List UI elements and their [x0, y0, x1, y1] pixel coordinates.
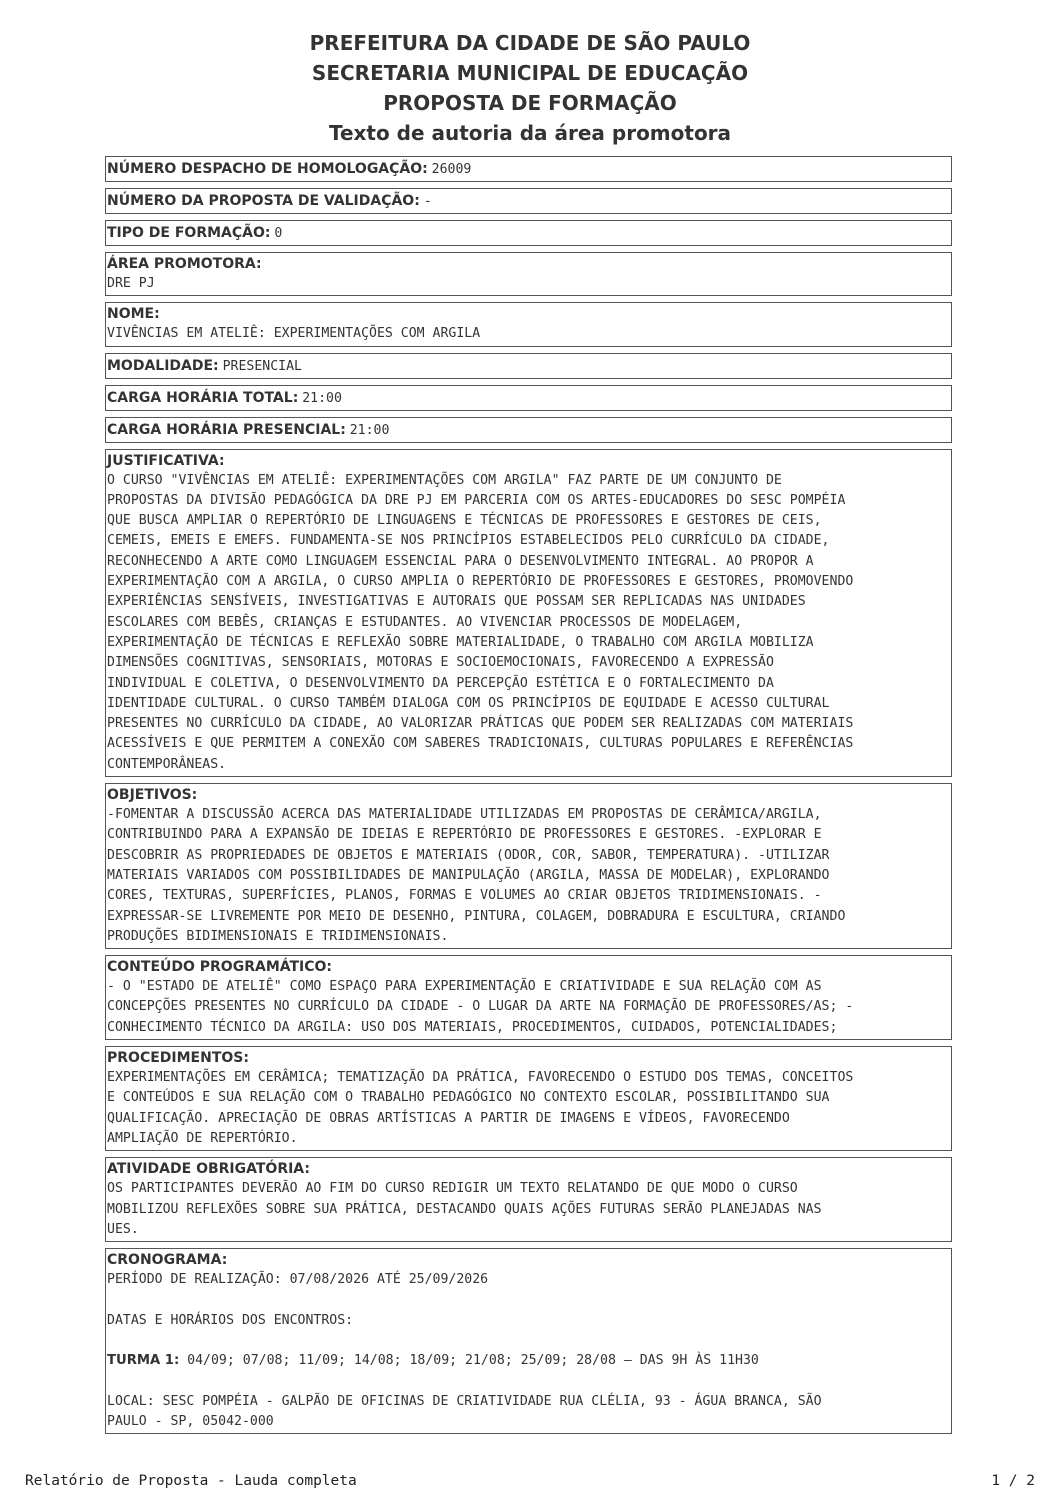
blank-line	[107, 1331, 951, 1351]
footer-page-number: 1 / 2	[991, 1473, 1035, 1489]
field-validacao	[105, 188, 952, 214]
text-line: QUALIFICAÇÃO. APRECIAÇÃO DE OBRAS ARTÍSTICAS A PARTIR DE IMAGENS E VÍDEOS, FAVORECENDO	[107, 1110, 790, 1126]
field-label: NÚMERO DESPACHO DE HOMOLOGAÇÃO:	[107, 161, 428, 177]
footer-report-title: Relatório de Proposta - Lauda completa	[25, 1473, 357, 1489]
field-value: 26009	[431, 162, 472, 177]
document-header	[0, 28, 1060, 148]
field-value: 21:00	[349, 422, 390, 438]
text-line: PRESENTES NO CURRÍCULO DA CIDADE, AO VALORIZAR PRÁTICAS QUE PODEM SER REALIZADAS COM MATERIAIS	[107, 716, 854, 732]
field-label: JUSTIFICATIVA:	[107, 452, 225, 469]
field-carga-total	[105, 385, 952, 411]
proposal-fields	[105, 156, 952, 1440]
turma-value: 04/09; 07/08; 11/09; 14/08; 18/09; 21/08; 25/09; 28/08 — DAS 9H ÀS 11H30	[179, 1353, 759, 1369]
text-line: EXPERIMENTAÇÃO COM A ARGILA, O CURSO AMPLIA O REPERTÓRIO DE PROFESSORES E GESTORES, PROMOVENDO	[107, 574, 854, 590]
turma-label: TURMA 1:	[107, 1353, 180, 1369]
cronograma-periodo: PERÍODO DE REALIZAÇÃO: 07/08/2026 ATÉ 25/09/2026	[107, 1272, 489, 1288]
field-label: PROCEDIMENTOS:	[107, 1050, 249, 1067]
header-secretaria: SECRETARIA MUNICIPAL DE EDUCAÇÃO	[311, 61, 749, 85]
field-text	[107, 471, 951, 775]
field-tipo	[105, 220, 952, 246]
field-carga-presencial	[105, 417, 952, 443]
cronograma-turma	[107, 1351, 951, 1371]
text-line: MATERIAIS VARIADOS COM POSSIBILIDADES DE MANIPULAÇÃO (ARGILA, MASSA DE MODELAR), EXPLORANDO	[107, 867, 830, 883]
text-line: PROPOSTAS DA DIVISÃO PEDAGÓGICA DA DRE PJ EM PARCERIA COM OS ARTES-EDUCADORES DO SESC POMPÉIA	[107, 492, 846, 508]
text-line: -FOMENTAR A DISCUSSÃO ACERCA DAS MATERIALIDADE UTILIZADAS EM PROPOSTAS DE CERÂMICA/ARGILA,	[107, 807, 822, 823]
text-line: ACESSÍVEIS E QUE PERMITEM A CONEXÃO COM SABERES TRADICIONAIS, CULTURAS POPULARES E REFERÊNCIAS	[107, 736, 854, 752]
text-line: CONHECIMENTO TÉCNICO DA ARGILA: USO DOS MATERIAIS, PROCEDIMENTOS, CUIDADOS, POTENCIALIDADES;	[107, 1019, 838, 1035]
text-line: QUE BUSCA AMPLIAR O REPERTÓRIO DE LINGUAGENS E TÉCNICAS DE PROFESSORES E GESTORES DE CEIS,	[107, 513, 822, 529]
header-prefeitura: PREFEITURA DA CIDADE DE SÃO PAULO	[309, 31, 751, 55]
field-justificativa	[105, 449, 952, 777]
text-line: PRODUÇÕES BIDIMENSIONAIS E TRIDIMENSIONAIS.	[107, 928, 449, 944]
blank-line	[107, 1290, 951, 1310]
text-line: CONTEMPORÂNEAS.	[107, 756, 227, 772]
field-label: ÁREA PROMOTORA:	[107, 256, 262, 272]
cronograma-local-line2: PAULO - SP, 05042-000	[107, 1414, 274, 1430]
text-line: DESCOBRIR AS PROPRIEDADES DE OBJETOS E MATERIAIS (ODOR, COR, SABOR, TEMPERATURA). -UTILIZAR	[107, 847, 830, 863]
field-value: VIVÊNCIAS EM ATELIÊ: EXPERIMENTAÇÕES COM ARGILA	[107, 326, 481, 342]
field-label: CARGA HORÁRIA PRESENCIAL:	[107, 421, 346, 438]
text-line: EXPRESSAR-SE LIVREMENTE POR MEIO DE DESENHO, PINTURA, COLAGEM, DOBRADURA E ESCULTURA, CRIANDO	[107, 908, 846, 924]
field-label: NÚMERO DA PROPOSTA DE VALIDAÇÃO:	[107, 193, 420, 209]
text-line: EXPERIMENTAÇÃO DE TÉCNICAS E REFLEXÃO SOBRE MATERIALIDADE, O TRABALHO COM ARGILA MOBILIZA	[107, 634, 814, 650]
field-text	[107, 977, 951, 1038]
text-line: EXPERIMENTAÇÕES EM CERÂMICA; TEMATIZAÇÃO DA PRÁTICA, FAVORECENDO O ESTUDO DOS TEMAS, CONCEITOS	[107, 1070, 854, 1086]
field-area-promotora	[105, 252, 952, 296]
field-label: ATIVIDADE OBRIGATÓRIA:	[107, 1161, 310, 1178]
field-conteudo-programatico	[105, 955, 952, 1040]
text-line: CONCEPÇÕES PRESENTES NO CURRÍCULO DA CIDADE - O LUGAR DA ARTE NA FORMAÇÃO DE PROFESSORES/AS; -	[107, 999, 854, 1015]
field-text	[107, 1179, 951, 1240]
text-line: OS PARTICIPANTES DEVERÃO AO FIM DO CURSO REDIGIR UM TEXTO RELATANDO DE QUE MODO O CURSO	[107, 1181, 798, 1197]
field-label: NOME:	[107, 306, 160, 323]
text-line: MOBILIZOU REFLEXÕES SOBRE SUA PRÁTICA, DESTACANDO QUAIS AÇÕES FUTURAS SERÃO PLANEJADAS NAS	[107, 1201, 822, 1217]
field-nome	[105, 302, 952, 346]
field-label: CRONOGRAMA:	[107, 1252, 228, 1269]
header-proposta: PROPOSTA DE FORMAÇÃO	[383, 91, 677, 115]
field-cronograma	[105, 1248, 952, 1434]
text-line: ESCOLARES COM BEBÊS, CRIANÇAS E ESTUDANTES. AO VIVENCIAR PROCESSOS DE MODELAGEM,	[107, 614, 743, 630]
field-text	[107, 805, 951, 947]
text-line: CONTRIBUINDO PARA A EXPANSÃO DE IDEIAS E REPERTÓRIO DE PROFESSORES E GESTORES. -EXPLORAR E	[107, 827, 822, 843]
field-modalidade	[105, 353, 952, 379]
field-label: TIPO DE FORMAÇÃO:	[107, 225, 271, 241]
text-line: AMPLIAÇÃO DE REPERTÓRIO.	[107, 1130, 298, 1146]
field-text	[107, 1270, 951, 1432]
field-label: OBJETIVOS:	[107, 787, 198, 804]
text-line: E CONTEÚDOS E SUA RELAÇÃO COM O TRABALHO PEDAGÓGICO NO CONTEXTO ESCOLAR, POSSIBILITANDO SUA	[107, 1090, 830, 1106]
field-atividade-obrigatoria	[105, 1157, 952, 1242]
cronograma-local-line1: LOCAL: SESC POMPÉIA - GALPÃO DE OFICINAS DE CRIATIVIDADE RUA CLÉLIA, 93 - ÁGUA BRANCA, SÃO	[107, 1393, 822, 1409]
field-procedimentos	[105, 1046, 952, 1151]
text-line: EXPERIÊNCIAS SENSÍVEIS, INVESTIGATIVAS E AUTORAIS QUE POSSAM SER REPLICADAS NAS UNIDADES	[107, 594, 806, 610]
field-label: CONTEÚDO PROGRAMÁTICO:	[107, 959, 333, 976]
blank-line	[107, 1372, 951, 1392]
field-value: 21:00	[302, 390, 342, 406]
text-line: IDENTIDADE CULTURAL. O CURSO TAMBÉM DIALOGA COM OS PRINCÍPIOS DE EQUIDADE E ACESSO CULTURAL	[107, 695, 830, 711]
text-line: DIMENSÕES COGNITIVAS, SENSORIAIS, MOTORAS E SOCIOEMOCIONAIS, FAVORECENDO A EXPRESSÃO	[107, 655, 774, 671]
header-autoria: Texto de autoria da área promotora	[328, 121, 732, 145]
field-label: MODALIDADE:	[107, 357, 219, 374]
field-value: 0	[274, 226, 283, 241]
text-line: RECONHECENDO A ARTE COMO LINGUAGEM ESSENCIAL PARA O DESENVOLVIMENTO INTEGRAL. AO PROPOR A	[107, 553, 814, 569]
field-despacho	[105, 156, 952, 182]
text-line: UES.	[107, 1221, 139, 1237]
text-line: - O "ESTADO DE ATELIÊ" COMO ESPAÇO PARA EXPERIMENTAÇÃO E CRIATIVIDADE E SUA RELAÇÃO COM AS	[107, 979, 822, 995]
text-line: INDIVIDUAL E COLETIVA, O DESENVOLVIMENTO DA PERCEPÇÃO ESTÉTICA E O FORTALECIMENTO DA	[107, 675, 774, 691]
text-line: CEMEIS, EMEIS E EMEFS. FUNDAMENTA-SE NOS PRINCÍPIOS ESTABELECIDOS PELO CURRÍCULO DA CIDADE,	[107, 533, 830, 549]
field-label: CARGA HORÁRIA TOTAL:	[107, 389, 299, 406]
text-line: CORES, TEXTURAS, SUPERFÍCIES, PLANOS, FORMAS E VOLUMES AO CRIAR OBJETOS TRIDIMENSIONAIS. -	[107, 888, 822, 904]
text-line: O CURSO "VIVÊNCIAS EM ATELIÊ: EXPERIMENTAÇÕES COM ARGILA" FAZ PARTE DE UM CONJUNTO DE	[107, 472, 782, 488]
cronograma-datas: DATAS E HORÁRIOS DOS ENCONTROS:	[107, 1312, 354, 1328]
field-value: -	[423, 194, 432, 209]
field-text	[107, 1068, 951, 1149]
field-value: DRE PJ	[107, 276, 155, 291]
field-objetivos	[105, 783, 952, 949]
field-value: PRESENCIAL	[222, 358, 302, 374]
